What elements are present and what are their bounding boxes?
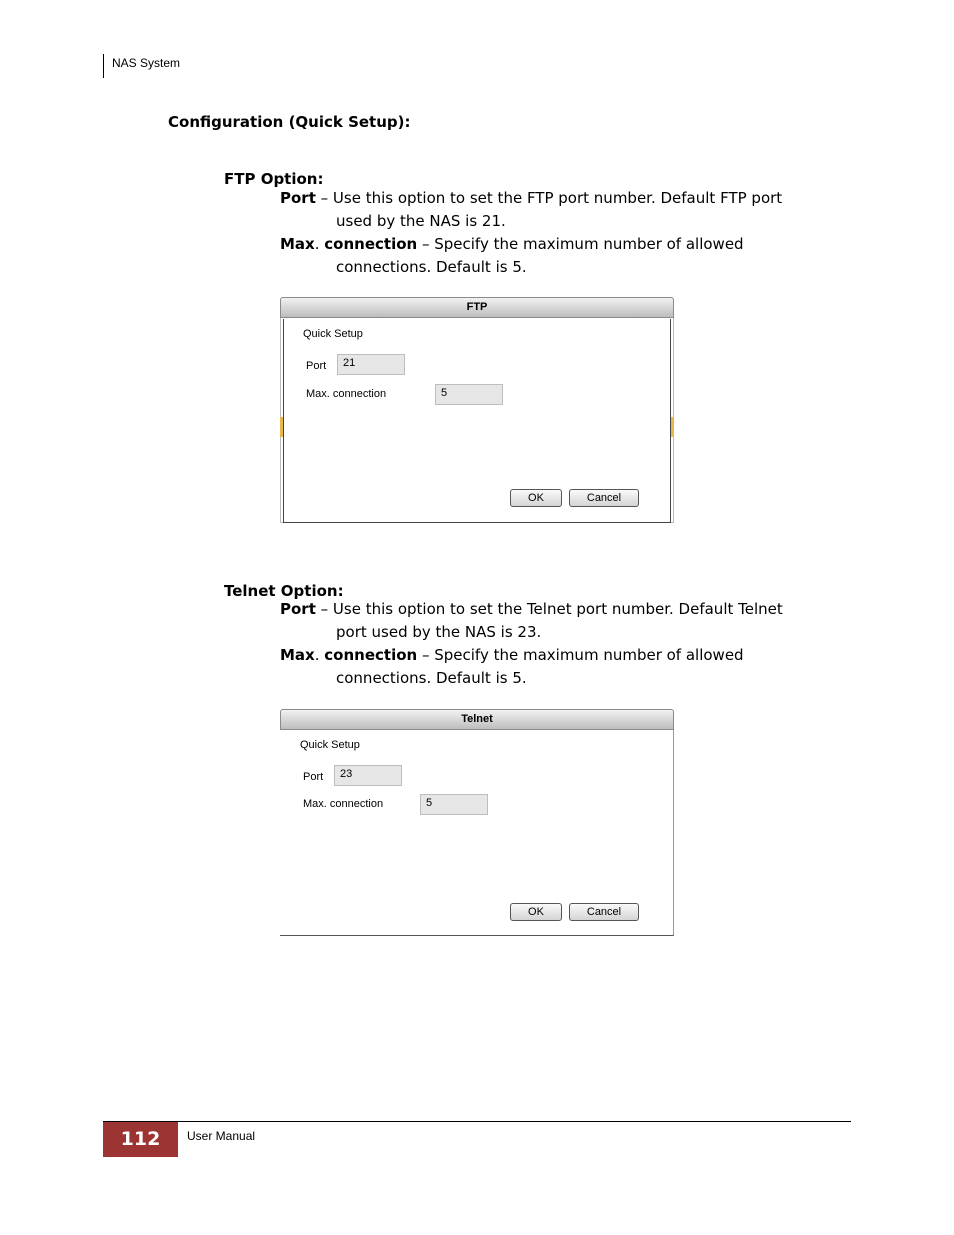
- ftp-dialog: [280, 297, 674, 524]
- ftp-port-label: Port: [306, 360, 327, 372]
- telnet-quick-setup-label: Quick Setup: [300, 739, 360, 751]
- ftp-quick-setup-label: Quick Setup: [303, 328, 363, 340]
- telnet-dialog: [280, 709, 674, 936]
- footer-rule: [103, 1121, 851, 1122]
- ftp-max-desc: – Specify the maximum number of allowed: [417, 235, 744, 253]
- running-header: NAS System: [112, 56, 181, 70]
- ftp-port-term: Port: [280, 189, 316, 207]
- telnet-max-line2: connections. Default is 5.: [336, 669, 527, 687]
- telnet-port-label: Port: [303, 771, 324, 783]
- telnet-max-dot: .: [314, 646, 325, 664]
- ftp-port-line2: used by the NAS is 21.: [336, 212, 506, 230]
- telnet-dialog-body: [280, 730, 674, 936]
- ftp-max-dot: .: [314, 235, 325, 253]
- ftp-conn-term: connection: [324, 235, 418, 253]
- ftp-cancel-button[interactable]: Cancel: [569, 489, 639, 507]
- telnet-heading: Telnet Option:: [224, 582, 344, 600]
- ftp-dialog-titlebar: FTP: [280, 297, 674, 318]
- telnet-port-desc: – Use this option to set the Telnet port number. Default Telnet: [315, 600, 783, 618]
- ftp-heading: FTP Option:: [224, 170, 324, 188]
- header-rule: [103, 54, 104, 78]
- ftp-ok-button[interactable]: OK: [510, 489, 562, 507]
- ftp-max-connection-input[interactable]: 5: [435, 384, 503, 405]
- telnet-max-connection-label: Max. connection: [303, 798, 384, 810]
- ftp-max-connection-label: Max. connection: [306, 388, 387, 400]
- telnet-port-line2: port used by the NAS is 23.: [336, 623, 542, 641]
- telnet-max-connection-input[interactable]: 5: [420, 794, 488, 815]
- telnet-cancel-button[interactable]: Cancel: [569, 903, 639, 921]
- page-number-badge: 112: [103, 1122, 178, 1157]
- ftp-max-term: Max: [280, 235, 315, 253]
- telnet-dialog-titlebar: Telnet: [280, 709, 674, 730]
- section-title: Configuration (Quick Setup):: [168, 113, 411, 131]
- ftp-dialog-body: [283, 319, 671, 523]
- telnet-max-line: [280, 645, 744, 665]
- telnet-max-term: Max: [280, 646, 315, 664]
- telnet-port-line: [280, 599, 783, 619]
- telnet-port-term: Port: [280, 600, 316, 618]
- telnet-ok-button[interactable]: OK: [510, 903, 562, 921]
- telnet-max-desc: – Specify the maximum number of allowed: [417, 646, 744, 664]
- telnet-port-input[interactable]: 23: [334, 765, 402, 786]
- ftp-port-line: [280, 188, 782, 208]
- telnet-conn-term: connection: [324, 646, 418, 664]
- ftp-max-line: [280, 234, 744, 254]
- ftp-max-line2: connections. Default is 5.: [336, 258, 527, 276]
- ftp-port-input[interactable]: 21: [337, 354, 405, 375]
- ftp-port-desc: – Use this option to set the FTP port number. Default FTP port: [315, 189, 783, 207]
- footer-label: User Manual: [187, 1129, 256, 1143]
